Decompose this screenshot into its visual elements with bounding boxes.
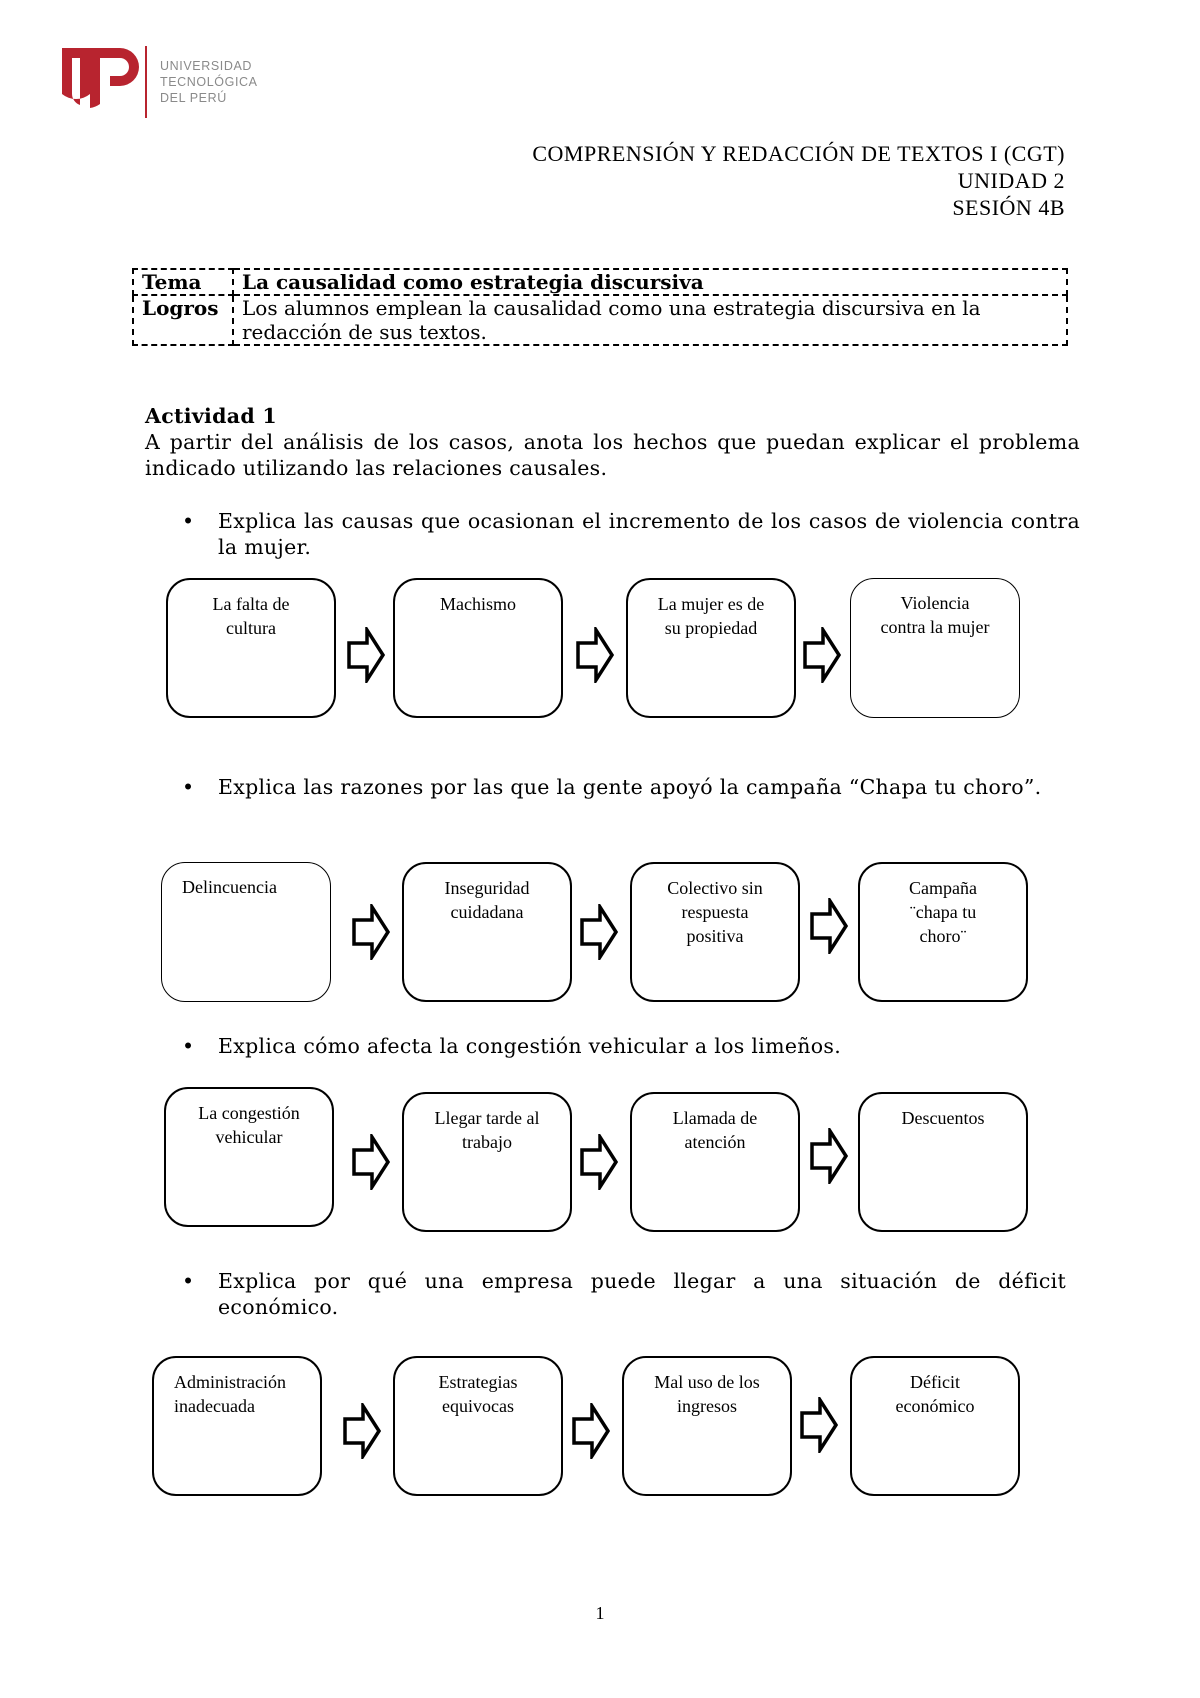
section-prompt [182,508,1080,560]
arrow-right-icon [810,898,848,954]
prompt-text: Explica por qué una empresa puede llegar a una situación de déficit económico. [218,1269,1066,1319]
logo-line: TECNOLÓGICA [160,75,258,89]
logo-line: DEL PERÚ [160,91,227,105]
cause-box: La mujer es de su propiedad [626,578,796,718]
arrow-right-icon [352,1134,390,1190]
bullet-icon: • [182,509,195,533]
prompt-text: Explica las razones por las que la gente apoyó la campaña “Chapa tu choro”. [218,775,1042,799]
utp-logo-icon [60,44,150,124]
cause-box: Colectivo sin respuesta positiva [630,862,800,1002]
prompt-text: Explica las causas que ocasionan el incremento de los casos de violencia contra la mujer. [218,509,1080,559]
cause-box: Llamada de atención [630,1092,800,1232]
bullet-icon: • [182,1269,195,1293]
arrow-right-icon [800,1397,838,1453]
activity-title: Actividad 1 [145,404,277,428]
logo-text [160,58,258,106]
arrow-right-icon [576,627,614,683]
tema-label: Tema [133,269,233,295]
section-prompt [182,1268,1066,1320]
page-number: 1 [595,1603,605,1623]
cause-box: La congestión vehicular [164,1087,334,1227]
activity-block [145,403,1080,481]
session-label: SESIÓN 4B [952,195,1065,220]
logros-row [133,295,1067,345]
cause-box: Llegar tarde al trabajo [402,1092,572,1232]
tema-value: La causalidad como estrategia discursiva [233,269,1067,295]
logros-value: Los alumnos emplean la causalidad como una estrategia discursiva en la redacción de sus textos. [233,295,1067,345]
university-logo [60,44,270,124]
arrow-right-icon [580,904,618,960]
unit-label: UNIDAD 2 [957,168,1065,193]
section-prompt [182,1033,1080,1059]
cause-box: Mal uso de los ingresos [622,1356,792,1496]
cause-box: Inseguridad cuidadana [402,862,572,1002]
cause-box: Administración inadecuada [152,1356,322,1496]
arrow-right-icon [343,1403,381,1459]
effect-box: Violencia contra la mujer [850,578,1020,718]
logros-label: Logros [133,295,233,345]
arrow-right-icon [572,1403,610,1459]
tema-row [133,269,1067,295]
cause-box: Estrategias equivocas [393,1356,563,1496]
course-header [532,140,1065,221]
cause-box: La falta de cultura [166,578,336,718]
bullet-icon: • [182,1034,195,1058]
bullet-icon: • [182,775,195,799]
effect-box: Déficit económico [850,1356,1020,1496]
arrow-right-icon [803,627,841,683]
arrow-right-icon [347,627,385,683]
course-title: COMPRENSIÓN Y REDACCIÓN DE TEXTOS I (CGT) [532,141,1065,166]
effect-box: Descuentos [858,1092,1028,1232]
arrow-right-icon [352,904,390,960]
arrow-right-icon [810,1128,848,1184]
prompt-text: Explica cómo afecta la congestión vehicular a los limeños. [218,1034,842,1058]
cause-box: Machismo [393,578,563,718]
cause-box: Delincuencia [161,862,331,1002]
arrow-right-icon [580,1134,618,1190]
logo-line: UNIVERSIDAD [160,59,253,73]
activity-intro: A partir del análisis de los casos, anota los hechos que puedan explicar el problema indicado utilizando las relaciones causales. [145,430,1080,480]
section-prompt [182,774,1080,800]
effect-box: Campaña ¨chapa tu choro¨ [858,862,1028,1002]
topic-table [132,268,1068,346]
